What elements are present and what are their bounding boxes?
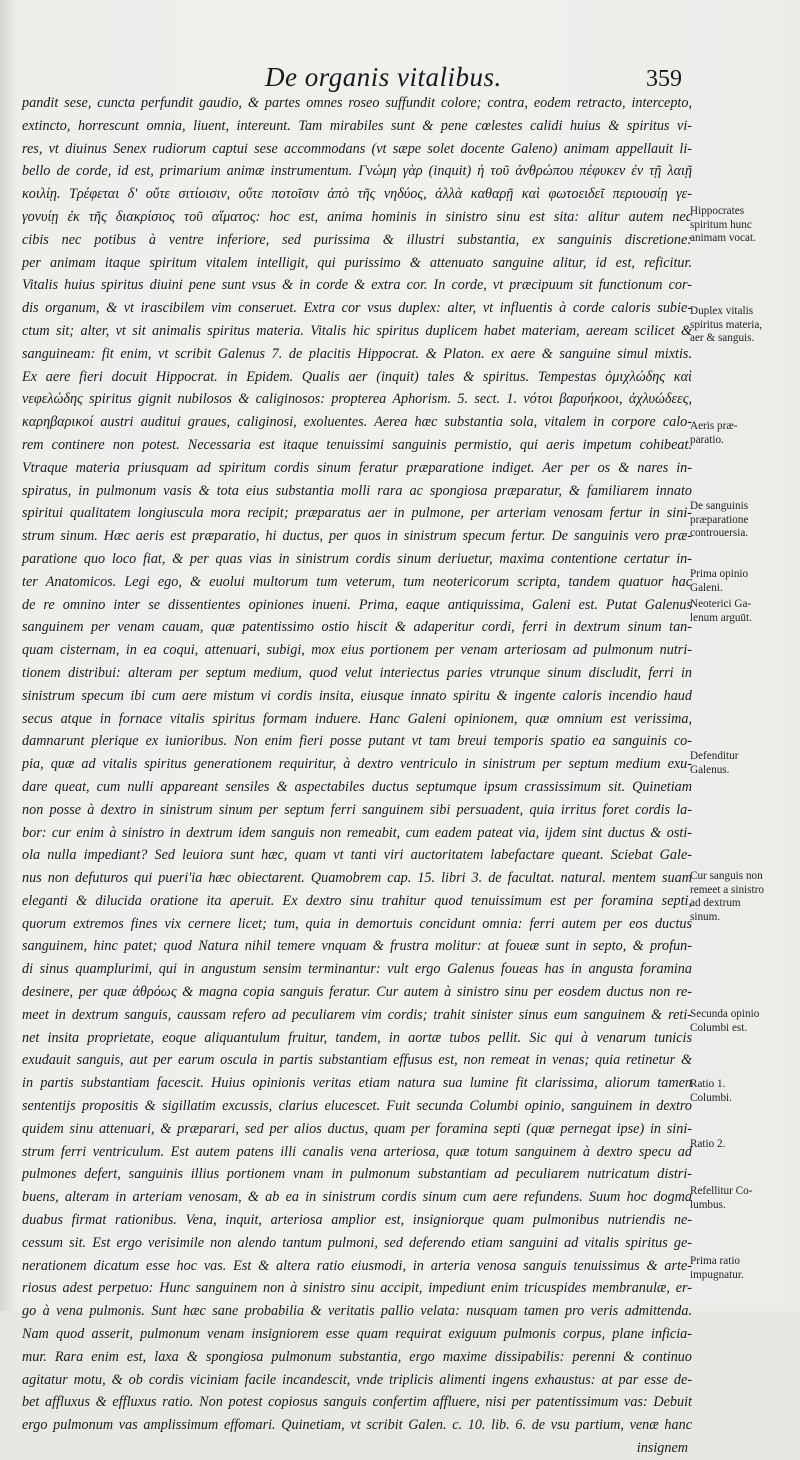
margin-note-line: De sanguinis [690, 500, 749, 512]
margin-note-line: lenum arguūt. [690, 611, 752, 624]
margin-note-line: Secunda opinio [690, 1008, 760, 1020]
text-line: res, vt diuinus Senex rudiorum captui sese accommodans (vt sæpe solet docente Galeno) animam appellauit li- [22, 140, 692, 157]
margin-note [690, 568, 798, 595]
text-line: γονυίῃ ἐκ τῆς διακρίσιος τοῦ αἵματος: hoc est, anima hominis in sinistro sinu est sita: alitur autem nec [22, 208, 692, 225]
margin-note [690, 750, 798, 777]
text-line: mur. Rara enim est, laxa & spongiosa pulmonum substantia, ergo maxime dissipabilis: perenni & continuo [22, 1348, 692, 1365]
margin-note-line: lumbus. [690, 1198, 726, 1211]
margin-note-line: Prima ratio [690, 1255, 741, 1267]
text-line: bor: cur enim à sinistro in dextrum idem sanguis non remeabit, cum eadem pateat via, ijdem sint ductus & osti- [22, 824, 692, 841]
text-line: in partis substantiam facescit. Huius opinionis veritas etiam natura sua lumine fit clarissima, aliorum tamen [22, 1075, 692, 1092]
margin-note-line: Ratio 1. [690, 1078, 726, 1090]
margin-note-line: præparatione [690, 513, 749, 526]
text-line: quam cisternam, in ea coqui, attenuari, subigi, mox eius portionem per venam arteriosam ad pulmonum nutri- [22, 642, 692, 659]
text-line: sanguinem, hinc patet; quod Natura nihil temere vnquam & frustra molitur: at foueæ sunt in septo, & profun- [22, 938, 692, 955]
page-number: 359 [646, 66, 682, 92]
margin-note [690, 870, 798, 924]
text-line: buens, alteram in arteriam venosam, & ab ea in sinistrum cordis sinum cum aere refundens. Suum hoc dogma [22, 1189, 692, 1206]
text-line: paratione quo loco fiat, & per quas vias in sinistrum cordis sinum deriuetur, maxima contentione certatur in- [22, 550, 692, 567]
text-line: secus atque in fornace vitalis spiritus formam induere. Hanc Galeni opinionem, quæ omnium est verissima, [22, 710, 692, 727]
margin-note-line: Duplex vitalis [690, 305, 754, 317]
text-line: go à vena pulmonis. Sunt hæc sane probabilia & veritatis pallio velata: nusquam tamen pro veris admittenda. [22, 1303, 692, 1320]
text-line: nus non defuturos qui pueri'ia hæc obiectarent. Quamobrem cap. 15. libri 3. de facultat. natural. mentem suam [22, 870, 692, 887]
margin-note [690, 1255, 798, 1282]
text-line: damnarunt plerique ex iunioribus. Non enim fieri posse putant vt tam breui temporis spatio ea sanguinis co- [22, 733, 692, 750]
text-line: cibis nec potibus à ventre inferiore, sed purissima & illustri substantia, ex sanguinis discretione: [22, 231, 692, 248]
margin-note [690, 1078, 798, 1105]
text-line: bet affluxus & effluxus ratio. Non potest copiosus sanguis confertim affluere, nisi per patentissimum vas: Debuit [22, 1394, 692, 1411]
margin-note-line: Ratio 2. [690, 1138, 726, 1150]
text-line: dare queat, cum nulli appareant sensiles & aspectabiles ductus septumque ipsum crassissimum sit. Quinetiam [22, 778, 692, 795]
text-line: strum ferri ventriculum. Est autem patens illi canalis vena arteriosa, quæ totum sanguinem à dextro specu ad [22, 1143, 692, 1160]
text-line: nerationem dicatum esse hoc vas. Est & altera ratio eiusmodi, in arteria venosa sanguis tenuissimus & arte- [22, 1257, 692, 1274]
margin-note-line: spiritus materia, [690, 318, 763, 331]
margin-note [690, 500, 798, 541]
text-line: ola nulla impediant? Sed leuiora sunt hæc, quam vt tanti viri auctoritatem labefactare queant. Sciebat Gale- [22, 847, 692, 864]
margin-note-line: ad dextrum [690, 897, 741, 909]
text-line: spiritui qualitatem longiuscula mora recipit; præparatus aer in pulmone, per arteriam venosam fertur in sini- [22, 505, 692, 522]
body-text [22, 92, 692, 1460]
text-line: ergo pulmonum vas amplissimum effomari. Quinetiam, vt scribit Galen. c. 10. lib. 6. de vsu partium, venæ hanc [22, 1417, 692, 1434]
text-line: duabus firmat rationibus. Vena, inquit, arteriosa amplior est, insigniorque quam pulmonibus nutriendis ne- [22, 1212, 692, 1229]
text-line: Ex aere fieri docuit Hippocrat. in Epidem. Qualis aer (inquit) tales & spiritus. Tempestas ὀμιχλώδης καὶ [22, 368, 692, 385]
text-line: sanguinem per venam cauam, quæ patentissimo ostio hiscit & adaperitur cordi, ferri in dextrum sinum tan- [22, 619, 692, 636]
margin-note-line: Cur sanguis non [690, 870, 763, 882]
margin-note-line: remeet a sinistro [690, 883, 764, 896]
text-line: insignem [636, 1440, 688, 1457]
margin-note-line: Prima opinio [690, 568, 749, 580]
margin-note-line: Hippocrates [690, 205, 745, 217]
margin-note-line: Galenus. [690, 763, 730, 776]
margin-note-line: Refellitur Co- [690, 1185, 753, 1197]
text-line: agitatur motu, & ob cordis viciniam facile incandescit, vnde triplicis alimenti ingens exhaustus: at par esse de- [22, 1371, 692, 1388]
text-line: pandit sese, cuncta perfundit gaudio, & partes omnes roseo suffundit colore; contra, eodem retracto, intercepto, [22, 95, 692, 111]
text-line: pulmones defert, sanguinis illius portionem vnam in pulmonum substantiam ad peculiarem nutricatum distri- [22, 1166, 692, 1183]
margin-note-line: Defenditur [690, 750, 739, 762]
margin-note-line: Columbi. [690, 1091, 732, 1104]
margin-note-line: animam vocat. [690, 232, 756, 244]
margin-note [690, 1138, 798, 1152]
text-line: spiratus, in pulmonum vasis & tota eius substantia molli rara ac spongiosa præparatur, & familiarem innato [22, 482, 692, 499]
text-line: quorum extremos fines vix cernere licet; tum, quia in demortuis concidunt omnia: ferri autem per eos ductus [22, 915, 692, 932]
text-line: riosus adest perpetuo: Hunc sanguinem non à sinistro sinu accipit, impediunt enim tricuspides membranulæ, er- [22, 1280, 692, 1297]
text-line: meet in dextrum sanguis, caussam refero ad peculiarem vim cordis; trahit sinister sinus eum sanguinem & reti- [22, 1006, 692, 1023]
text-line: di sinus quamplurimi, qui in angustum sensim terminantur: vult ergo Galenus foueas has in angusta foramina [22, 961, 692, 978]
text-line: ter Anatomicos. Legi ego, & euolui multorum tum veterum, tum neotericorum scripta, tandem quatuor hac [22, 573, 692, 590]
margin-note [690, 598, 798, 625]
text-line: rem continere non potest. Necessaria est itaque tenuissimi sanguinis permistio, qui aeris impetum cohibeat. [22, 436, 692, 453]
text-line: per animam itaque spiritum vitalem intelligit, qui purissimo & attenuato sanguine alitur, id est, reficitur. [22, 254, 692, 271]
margin-note-line: Columbi est. [690, 1021, 748, 1034]
text-line: sententijs propositis & sigillatim excussis, clarius elucescet. Fuit secunda Columbi opinio, sanguinem in dextro [22, 1098, 692, 1115]
text-line: sanguineam: fit enim, vt scribit Galenus 7. de placitis Hippocrat. & Platon. ex aere & sanguine simul mixtis. [22, 345, 692, 362]
margin-note-line: Neoterici Ga- [690, 598, 752, 610]
text-line: Vtraque materia priusquam ad spiritum cordis sinum feratur præparatione indiget. Aer per os & nares in- [22, 459, 692, 476]
text-line: sinistrum specum ibi cum aere mistum vi cordis insita, eiusque innato spiritu & ingente caloris incendio haud [22, 687, 692, 704]
text-line: net insita proprietate, eoque aliquantulum fruitur, tandem, in aortæ tubos pellit. Sic qui à venarum tunicis [22, 1029, 692, 1046]
text-line: dis organum, & vt irascibilem vim conseruet. Extra cor vsus duplex: alter, vt influentis à corde caloris subie- [22, 300, 692, 317]
margin-note-line: Aeris præ- [690, 420, 738, 432]
margin-note-line: sinum. [690, 910, 721, 923]
margin-note-line: impugnatur. [690, 1268, 744, 1281]
margin-note-line: spiritum hunc [690, 218, 752, 231]
margin-note [690, 205, 798, 246]
margin-note [690, 1185, 798, 1212]
margin-note-line: paratio. [690, 433, 724, 446]
text-line: eleganti & dilucida oratione ita aperuit. Ex dextro sinu trahitur quod tenuissimum est per foramina septi, [22, 892, 692, 909]
text-line: non posse à dextro in sinistrum sinum per septum ferri sanguinem sibi persuadent, quia irritus foret cordis la- [22, 801, 692, 818]
text-line: bello de corde, id est, primarium animæ instrumentum. Γνώμη γὰρ (inquit) ἡ τοῦ ἀνθρώπου πέφυκεν ἐν τῇ λαιῇ [22, 163, 692, 180]
text-line: desinere, per quæ ἀθρόως & magna copia sanguis feratur. Cur autem à sinistro sinu per eosdem ductus non re- [22, 984, 692, 1001]
text-line: quidem sinu attenuari, & præparari, sed per alios ductus, quam per foramina septi (quæ pernegat ipse) in sini- [22, 1120, 692, 1137]
margin-note-line: controuersia. [690, 527, 749, 539]
running-title: De organis vitalibus. [265, 62, 502, 92]
text-line: νεφελώδης spiritus gignit nubilosos & caliginosos: propterea Aphorism. 5. sect. 1. νότοι βαρυήκοοι, ἀχλυώδεες, [22, 391, 692, 408]
text-line: cessum sit. Est ergo verisimile non alendo tantum pulmoni, sed deferendo etiam sanguini ad vitalis spiritus ge- [22, 1234, 692, 1251]
text-line: pia, quæ ad vitalis spiritus generationem requiritur, à dextro ventriculo in sinistrum per septum medium exu- [22, 756, 692, 773]
text-line: de re omnino inter se dissentientes opiniones inueni. Prima, eaque antiquissima, Galeni est. Putat Galenus [22, 596, 692, 613]
margin-note [690, 305, 798, 346]
text-line: tionem distribui: alteram per septum medium, quod velut interiectus paries vtrunque sinum discludit, ferri in [22, 664, 692, 681]
text-line: exudauit sanguis, aut per earum oscula in partis substantiam effusus est, non remeat in venas; quia retinetur & [22, 1052, 692, 1069]
text-line: extincto, horrescunt omnia, liuent, intereunt. Tam mirabiles sunt & pene cœlestes calidi huius & spiritus vi- [22, 117, 692, 134]
text-line: κοιλίῃ. Τρέφεται δ' οὔτε σιτίοισιν, οὔτε ποτοῖσιν ἀπὸ τῆς νηδύος, ἀλλὰ καθαρῇ καὶ φωτοειδεῖ περιουσίῃ γε- [22, 186, 692, 203]
text-line: Nam quod asserit, pulmonum venam insigniorem esse quam requirat exiguum pulmonis corpus, plane inficia- [22, 1326, 692, 1343]
margin-note-line: aer & sanguis. [690, 332, 755, 344]
text-line: Vitalis huius spiritus diuini pene sunt vsus & in corde & extra cor. In corde, vt præcipuum sit functionum cor- [22, 277, 692, 294]
margin-note-line: Galeni. [690, 581, 723, 594]
text-line: καρηβαρικοί austri auditui graues, caliginosi, exoluentes. Aerea hæc substantia sola, vitalem in corpore calo- [22, 414, 692, 431]
margin-note [690, 1008, 798, 1035]
margin-note [690, 420, 798, 447]
text-line: ctum sit; alter, vt sit animalis spiritus materia. Vitalis hic spiritus duplicem habet materiam, aeream scilicet & [22, 322, 692, 339]
text-line: strum sinum. Hæc aeris est præparatio, hi ductus, per quos in sinistrum specum fertur. De sanguinis vero præ- [22, 528, 692, 545]
